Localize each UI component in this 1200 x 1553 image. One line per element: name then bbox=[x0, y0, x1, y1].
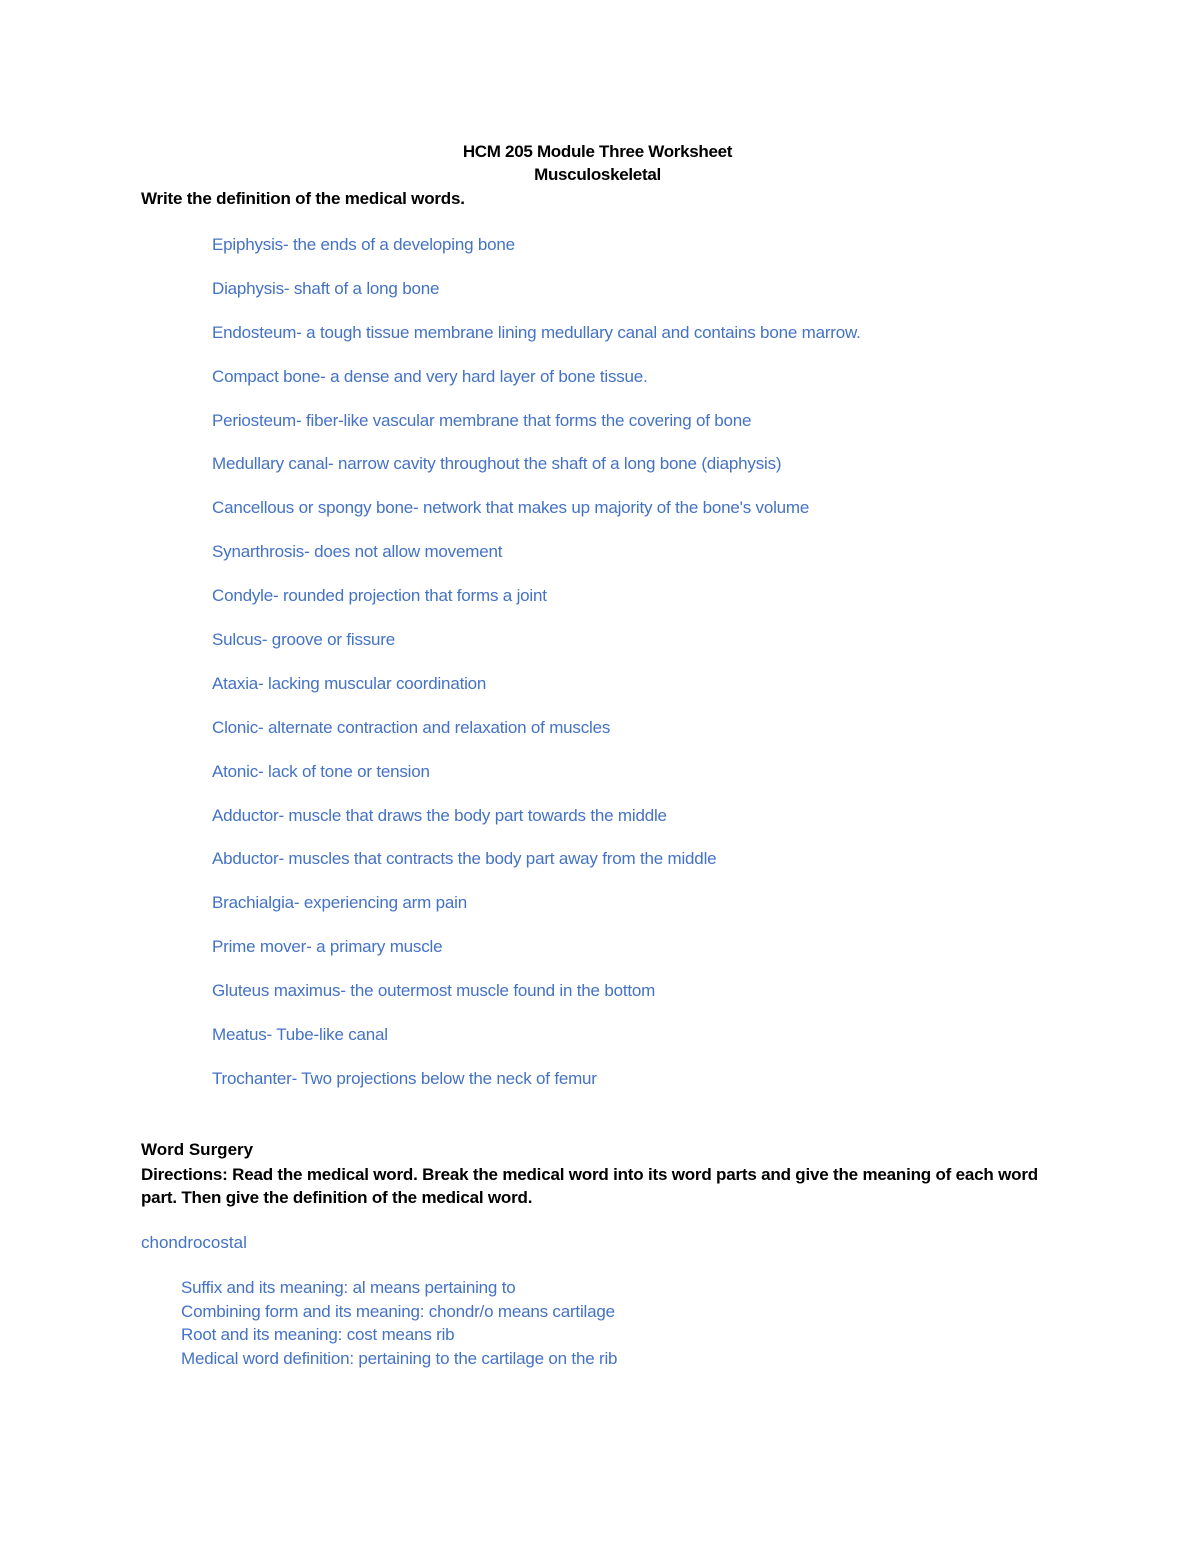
definition-item: Clonic- alternate contraction and relaxation of muscles bbox=[212, 717, 611, 737]
definition-item: Brachialgia- experiencing arm pain bbox=[212, 893, 467, 913]
definition-item: Trochanter- Two projections below the neck of femur bbox=[212, 1068, 597, 1088]
page-subtitle: Musculoskeletal bbox=[534, 165, 661, 184]
definitions-instruction: Write the definition of the medical words. bbox=[141, 189, 465, 208]
definition-item: Abductor- muscles that contracts the body part away from the middle bbox=[212, 849, 717, 869]
definition-item: Diaphysis- shaft of a long bone bbox=[212, 278, 440, 298]
definition-item: Endosteum- a tough tissue membrane lining medullary canal and contains bone marrow. bbox=[212, 322, 861, 342]
definition-item: Atonic- lack of tone or tension bbox=[212, 761, 430, 781]
word-surgery-directions: Directions: Read the medical word. Break the medical word into its word parts and give the meaning of each word part. Then give the definition of the medical word. bbox=[141, 1165, 1038, 1207]
definition-item: Sulcus- groove or fissure bbox=[212, 630, 396, 650]
definition-item: Synarthrosis- does not allow movement bbox=[212, 542, 503, 562]
definition-item: Gluteus maximus- the outermost muscle found in the bottom bbox=[212, 981, 656, 1001]
word-definition: Medical word definition: pertaining to the cartilage on the rib bbox=[181, 1348, 618, 1368]
page-title: HCM 205 Module Three Worksheet bbox=[462, 142, 733, 161]
definitions-list bbox=[212, 234, 861, 1112]
word-part-combining-form: Combining form and its meaning: chondr/o means cartilage bbox=[181, 1301, 615, 1321]
word-parts-list bbox=[181, 1276, 617, 1370]
word-surgery-heading: Word Surgery bbox=[141, 1140, 254, 1159]
definition-item: Prime mover- a primary muscle bbox=[212, 937, 443, 957]
definition-item: Ataxia- lacking muscular coordination bbox=[212, 673, 487, 693]
definition-item: Meatus- Tube-like canal bbox=[212, 1025, 388, 1045]
definition-item: Medullary canal- narrow cavity throughout the shaft of a long bone (diaphysis) bbox=[212, 454, 782, 474]
definition-item: Adductor- muscle that draws the body part towards the middle bbox=[212, 805, 667, 825]
definition-item: Condyle- rounded projection that forms a joint bbox=[212, 586, 547, 606]
definition-item: Epiphysis- the ends of a developing bone bbox=[212, 235, 515, 254]
definition-item: Periosteum- fiber-like vascular membrane that forms the covering of bone bbox=[212, 410, 752, 430]
word-part-suffix: Suffix and its meaning: al means pertaining to bbox=[181, 1278, 516, 1297]
medical-word: chondrocostal bbox=[141, 1233, 247, 1252]
definition-item: Cancellous or spongy bone- network that makes up majority of the bone's volume bbox=[212, 498, 810, 518]
word-part-root: Root and its meaning: cost means rib bbox=[181, 1325, 455, 1344]
definition-item: Compact bone- a dense and very hard layer of bone tissue. bbox=[212, 366, 648, 386]
